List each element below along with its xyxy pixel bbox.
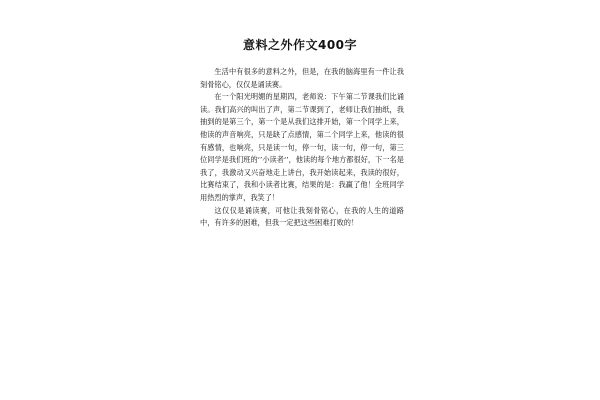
document-body [200, 66, 404, 230]
document-title: 意料之外作文400字 [242, 38, 358, 52]
paragraph-3: 这仅仅是诵读赛，可他让我刻骨铭心，在我的人生的道路中，有许多的困难，但我一定把这些困难打败的！ [200, 205, 404, 228]
paragraph-1: 生活中有很多的意料之外，但是，在我的脑海里有一件让我刻骨铭心，仅仅是诵读赛。 [200, 67, 404, 89]
paragraph-2: 在一个阳光明媚的星期四，老师说：下午第二节课我们比诵读。我们高兴的叫出了声，第二节课到了，老师让我们抽纸，我抽到的是第三个，第一个是从我们这排开始，第一个同学上来，他读的声音响亮，只是缺了点感情，第二个同学上来，他读的很有感情，也响亮，只是读一句，停一句，读一句，停一句，第三位同学是我们班的‘’小读者‘’，他读的每个地方都很好，下一名是我了，我激动又兴奋地走上讲台，我开始读起来，我读的很好，比赛结束了，我和小读者比赛，结果的是：我赢了他！全班同学用热烈的掌声，我笑了！ [200, 92, 404, 202]
